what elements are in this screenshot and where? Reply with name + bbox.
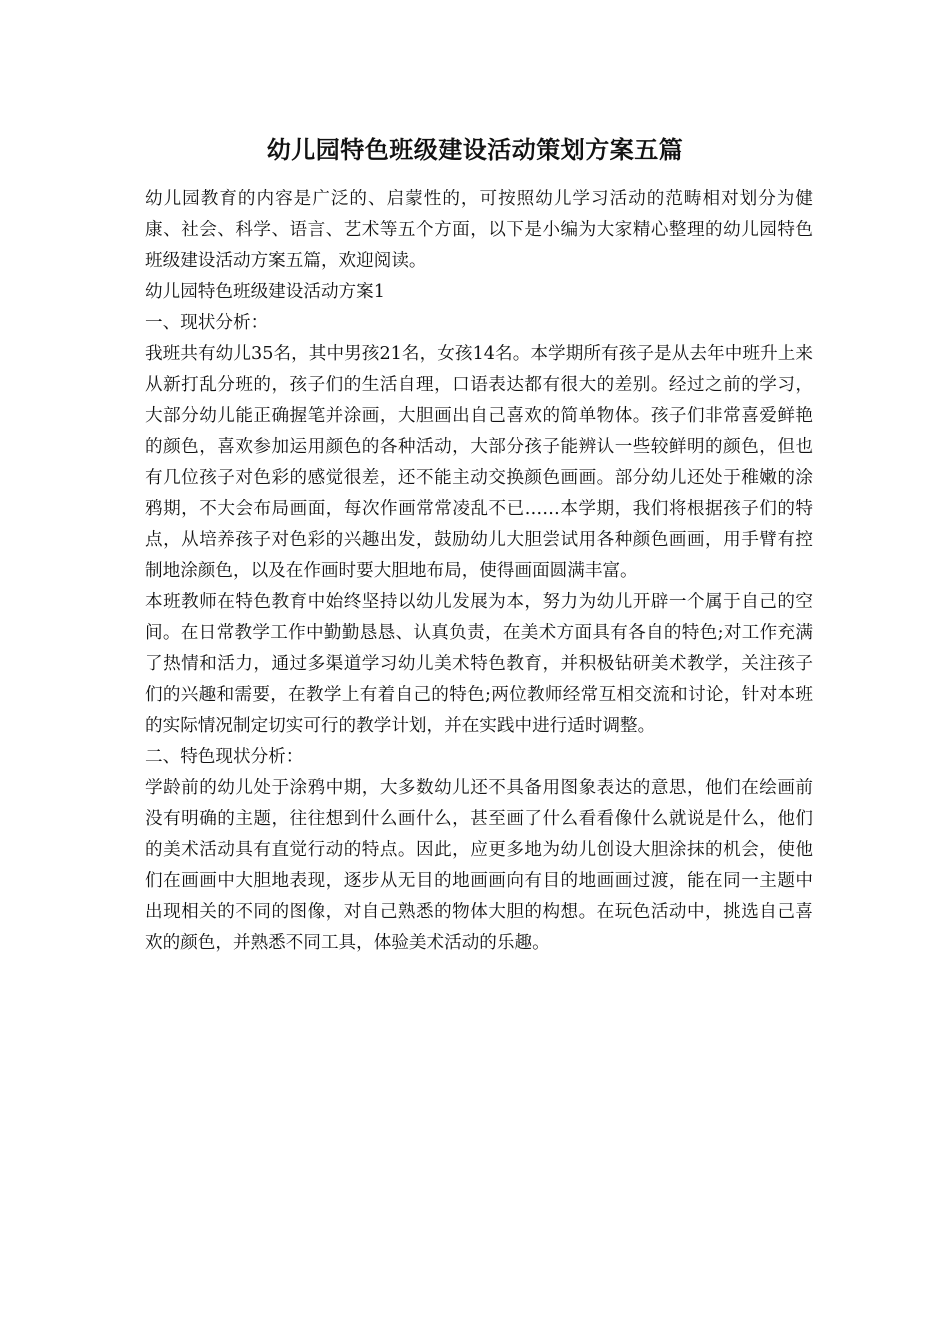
body-paragraph: 学龄前的幼儿处于涂鸦中期，大多数幼儿还不具备用图象表达的意思，他们在绘画前没有明确的主题，往往想到什么画什么，甚至画了什么看看像什么就说是什么，他们的美术活动具有直觉行动的特点。因此，应更多地为幼儿创设大胆涂抹的机会，使他们在画画中大胆地表现，逐步从无目的地画画向有目的地画画过渡，能在同一主题中出现相关的不同的图像，对自己熟悉的物体大胆的构想。在玩色活动中，挑选自己喜欢的颜色，并熟悉不同工具，体验美术活动的乐趣。	[145, 778, 813, 953]
document-body	[145, 184, 813, 959]
section-heading: 二、特色现状分析：	[145, 747, 304, 767]
body-paragraph: 我班共有幼儿35名，其中男孩21名，女孩14名。本学期所有孩子是从去年中班升上来从新打乱分班的，孩子们的生活自理，口语表达都有很大的差别。经过之前的学习，大部分幼儿能正确握笔并涂画，大胆画出自己喜欢的简单物体。孩子们非常喜爱鲜艳的颜色，喜欢参加运用颜色的各种活动，大部分孩子能辨认一些较鲜明的颜色，但也有几位孩子对色彩的感觉很差，还不能主动交换颜色画画。部分幼儿还处于稚嫩的涂鸦期，不大会布局画面，每次作画常常凌乱不已……本学期，我们将根据孩子们的特点，从培养孩子对色彩的兴趣出发，鼓励幼儿大胆尝试用各种颜色画画，用手臂有控制地涂颜色，以及在作画时要大胆地布局，使得画面圆满丰富。	[145, 344, 813, 581]
section-heading: 一、现状分析：	[145, 313, 269, 333]
intro-paragraph: 幼儿园教育的内容是广泛的、启蒙性的，可按照幼儿学习活动的范畴相对划分为健康、社会、科学、语言、艺术等五个方面，以下是小编为大家精心整理的幼儿园特色班级建设活动方案五篇，欢迎阅读。	[145, 189, 813, 271]
document-title: 幼儿园特色班级建设活动策划方案五篇	[266, 135, 684, 164]
plan-heading: 幼儿园特色班级建设活动方案1	[145, 282, 385, 302]
body-paragraph: 本班教师在特色教育中始终坚持以幼儿发展为本，努力为幼儿开辟一个属于自己的空间。在日常教学工作中勤勤恳恳、认真负责，在美术方面具有各自的特色;对工作充满了热情和活力，通过多渠道学习幼儿美术特色教育，并积极钻研美术教学，关注孩子们的兴趣和需要，在教学上有着自己的特色;两位教师经常互相交流和讨论，针对本班的实际情况制定切实可行的教学计划，并在实践中进行适时调整。	[145, 592, 813, 736]
